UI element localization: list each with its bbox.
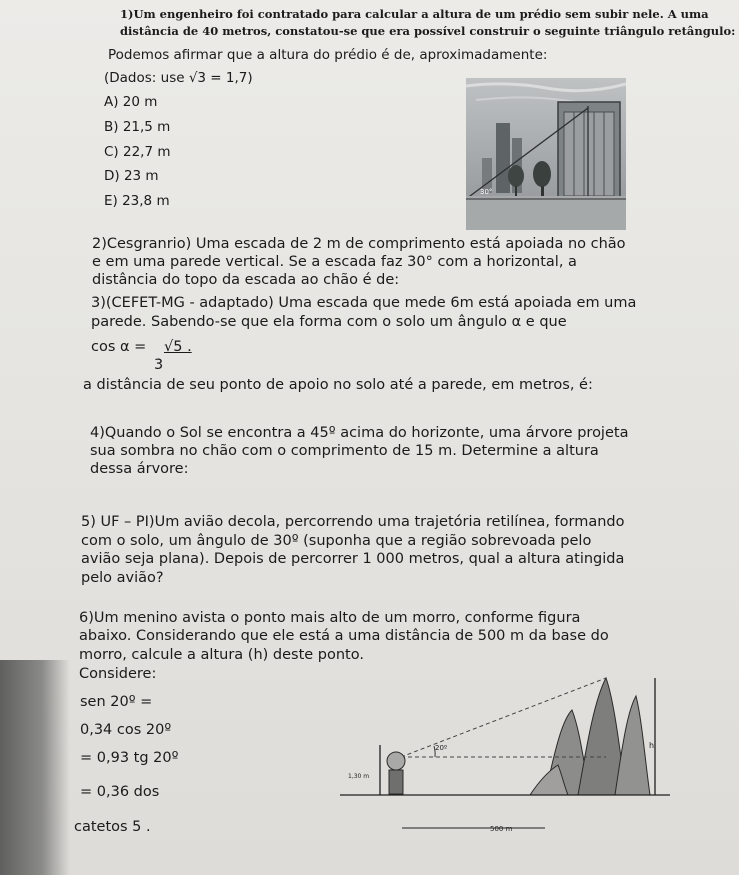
q6-consider-4: = 0,36 dos xyxy=(80,784,160,800)
q6-consider-3: = 0,93 tg 20º xyxy=(80,750,179,766)
q6-height-label: 1,30 m xyxy=(348,773,370,780)
q1-line2: distância de 40 metros, constatou-se que era possível construir o seguinte triângulo retângulo: xyxy=(120,24,736,38)
q3-fraction-denominator: 3 xyxy=(154,357,164,373)
q6-consider-2: 0,34 cos 20º xyxy=(80,722,172,738)
q3-line1: 3)(CEFET-MG - adaptado) Uma escada que mede 6m está apoiada em uma xyxy=(91,295,637,311)
q1-option-b: B) 21,5 m xyxy=(104,119,171,135)
q6-angle-label: 20º xyxy=(435,744,448,752)
q6-consider: Considere: xyxy=(79,666,157,682)
q1-option-e: E) 23,8 m xyxy=(104,193,170,209)
q6-line3: morro, calcule a altura (h) deste ponto. xyxy=(79,647,364,663)
q6-line2: abaixo. Considerando que ele está a uma distância de 500 m da base do xyxy=(79,628,609,644)
q6-h-label: h xyxy=(649,741,655,750)
q4-line2: sua sombra no chão com o comprimento de 15 m. Determine a altura xyxy=(90,443,599,459)
q3-cos-label: cos α = xyxy=(91,339,147,355)
q2-line2: e em uma parede vertical. Se a escada faz 30° com a horizontal, a xyxy=(92,254,577,270)
q6-distance-label: 500 m xyxy=(490,825,513,833)
page-shadow xyxy=(0,660,70,875)
q1-option-d: D) 23 m xyxy=(104,168,159,184)
q5-line2: com o solo, um ângulo de 30º (suponha que a região sobrevoada pelo xyxy=(81,533,592,549)
q1-option-c: C) 22,7 m xyxy=(104,144,171,160)
q3-fraction-numerator: √5 . xyxy=(164,339,192,355)
q1-angle-label: 30° xyxy=(480,188,493,196)
q1-option-a: A) 20 m xyxy=(104,94,158,110)
q2-line1: 2)Cesgranrio) Uma escada de 2 m de comprimento está apoiada no chão xyxy=(92,236,626,252)
q4-line3: dessa árvore: xyxy=(90,461,189,477)
q1-data-note: (Dados: use √3 = 1,7) xyxy=(104,70,253,86)
q2-line3: distância do topo da escada ao chão é de: xyxy=(92,272,400,288)
q1-building-figure xyxy=(466,78,626,230)
q5-line1: 5) UF – PI)Um avião decola, percorrendo uma trajetória retilínea, formando xyxy=(81,514,625,530)
q5-line4: pelo avião? xyxy=(81,570,164,586)
q1-prompt: Podemos afirmar que a altura do prédio é de, aproximadamente: xyxy=(108,47,548,63)
q3-line3: a distância de seu ponto de apoio no solo até a parede, em metros, é: xyxy=(83,377,593,393)
q6-consider-5: catetos 5 . xyxy=(74,819,151,835)
q6-consider-1: sen 20º = xyxy=(80,694,153,710)
q3-line2: parede. Sabendo-se que ela forma com o solo um ângulo α e que xyxy=(91,314,567,330)
q6-line1: 6)Um menino avista o ponto mais alto de um morro, conforme figura xyxy=(79,610,581,626)
q6-hill-figure xyxy=(340,670,670,840)
q1-line1: 1)Um engenheiro foi contratado para calcular a altura de um prédio sem subir nele. A uma xyxy=(120,7,709,21)
q5-line3: avião seja plana). Depois de percorrer 1 000 metros, qual a altura atingida xyxy=(81,551,625,567)
q4-line1: 4)Quando o Sol se encontra a 45º acima do horizonte, uma árvore projeta xyxy=(90,425,629,441)
